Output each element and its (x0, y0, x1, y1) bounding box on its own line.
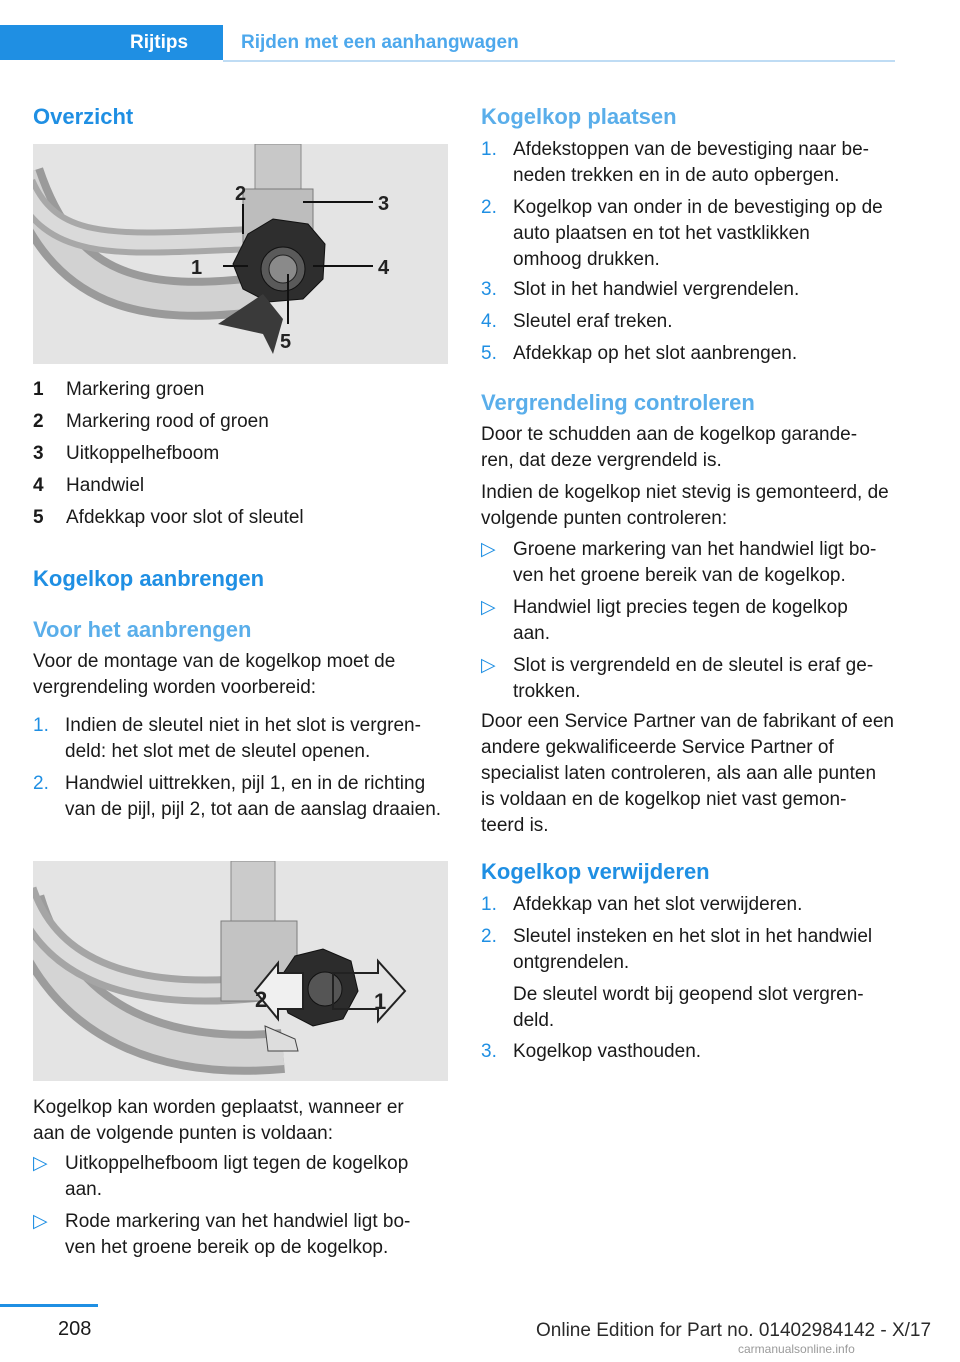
list-text: Uitkoppelhefboom ligt tegen de kogelkop aan. (65, 1153, 409, 1200)
legend-number: 5 (33, 507, 44, 528)
list-item-continuation (481, 982, 896, 1034)
list-text: Slot in het handwiel vergrendelen. (513, 279, 800, 300)
callout-2: 2 (235, 183, 247, 205)
handwheel-illustration (33, 861, 448, 1081)
list-item (481, 277, 896, 303)
list-item (481, 924, 896, 976)
legend-number: 1 (33, 379, 44, 400)
overview-figure (33, 144, 448, 364)
list-text: Afdekkap op het slot aanbrengen. (513, 343, 798, 364)
before-heading: Voor het aanbrengen (33, 617, 252, 642)
list-item (33, 713, 448, 765)
list-text: De sleutel wordt bij geopend slot vergren‐ deld. (513, 984, 864, 1031)
list-text: Slot is vergrendeld en de sleutel is eraf ge‐ trokken. (513, 655, 874, 702)
legend-number: 4 (33, 475, 44, 496)
legend-text: Afdekkap voor slot of sleutel (66, 507, 304, 528)
list-text: Kogelkop van onder in de bevestiging op de auto plaatsen en tot het vastklikken omhoog drukken. (513, 197, 883, 270)
list-item (33, 1209, 448, 1261)
overview-heading: Overzicht (33, 104, 134, 129)
list-item (481, 1039, 896, 1065)
list-item (481, 595, 896, 647)
page-header (0, 25, 895, 60)
list-text: Afdekkap van het slot verwijderen. (513, 894, 803, 915)
callout-3: 3 (378, 193, 390, 215)
list-marker: 3. (481, 1041, 497, 1062)
check-paragraph: Indien de kogelkop niet stevig is gemonteerd, de volgende punten controleren: (481, 482, 889, 529)
list-text: Sleutel eraf treken. (513, 311, 673, 332)
remove-heading: Kogelkop verwijderen (481, 859, 710, 884)
watermark: carmanualsonline.info (738, 1342, 855, 1356)
page-number: 208 (58, 1318, 92, 1340)
legend-number: 3 (33, 443, 44, 464)
section-tab: Rijtips (0, 25, 223, 60)
list-text: Handwiel uittrekken, pijl 1, en in de richting van de pijl, pijl 2, tot aan de aanslag draaien. (65, 773, 442, 820)
arrow-label-1: 1 (374, 989, 387, 1014)
bullet-triangle-icon: ▷ (481, 539, 496, 560)
list-item (481, 137, 896, 189)
list-text: Handwiel ligt precies tegen de kogelkop aan. (513, 597, 848, 644)
list-marker: 1. (481, 139, 497, 160)
list-marker: 5. (481, 343, 497, 364)
before-intro: Voor de montage van de kogelkop moet de vergrendeling worden voorbereid: (33, 651, 396, 698)
check-paragraph: Door een Service Partner van de fabrikant of een andere gekwalificeerde Service Partner of specialist laten controleren, als aan alle punten is voldaan en de kogelkop niet vast gemon‐ teerd is. (481, 711, 894, 836)
legend-number: 2 (33, 411, 44, 432)
footer-rule (0, 1304, 98, 1307)
list-marker: 1. (33, 715, 49, 736)
list-item (481, 892, 896, 918)
list-text: Sleutel insteken en het slot in het handwiel ontgrendelen. (513, 926, 873, 973)
check-paragraph: Door te schudden aan de kogelkop garande‐ ren, dat deze vergrendeld is. (481, 424, 858, 471)
callout-1: 1 (191, 257, 203, 279)
check-heading: Vergrendeling controleren (481, 390, 755, 415)
list-text: Rode markering van het handwiel ligt bo‐ ven het groene bereik op de kogelkop. (65, 1211, 411, 1258)
list-item (481, 341, 896, 367)
chapter-title: Rijden met een aanhangwagen (241, 32, 519, 53)
list-item (481, 537, 896, 589)
place-heading: Kogelkop plaatsen (481, 104, 677, 129)
list-item (33, 1151, 448, 1203)
bullet-triangle-icon: ▷ (33, 1211, 48, 1232)
legend-text: Markering groen (66, 379, 205, 400)
list-marker: 3. (481, 279, 497, 300)
list-text: Kogelkop vasthouden. (513, 1041, 702, 1062)
list-marker: 2. (481, 197, 497, 218)
list-text: Groene markering van het handwiel ligt bo‐ ven het groene bereik van de kogelkop. (513, 539, 877, 586)
list-item (481, 653, 896, 705)
legend-text: Uitkoppelhefboom (66, 443, 220, 464)
header-rule (223, 60, 895, 62)
mount-heading: Kogelkop aanbrengen (33, 566, 265, 591)
list-marker: 2. (481, 926, 497, 947)
conditions-intro: Kogelkop kan worden geplaatst, wanneer er aan de volgende punten is voldaan: (33, 1097, 404, 1144)
bullet-triangle-icon: ▷ (481, 655, 496, 676)
arrow-label-2: 2 (255, 987, 268, 1012)
list-marker: 2. (33, 773, 49, 794)
list-text: Afdekstoppen van de bevestiging naar be‐ neden trekken en in de auto opbergen. (513, 139, 869, 186)
handwheel-figure (33, 861, 448, 1081)
bullet-triangle-icon: ▷ (481, 597, 496, 618)
callout-4: 4 (378, 257, 390, 279)
legend-text: Markering rood of groen (66, 411, 269, 432)
list-item (481, 195, 896, 273)
legend-text: Handwiel (66, 475, 145, 496)
bullet-triangle-icon: ▷ (33, 1153, 48, 1174)
list-marker: 4. (481, 311, 497, 332)
list-item (33, 771, 448, 849)
list-item (481, 309, 896, 335)
callout-5: 5 (280, 331, 292, 353)
towbar-overview-illustration (33, 144, 448, 364)
edition-text: Online Edition for Part no. 01402984142 - X/17 (536, 1320, 932, 1341)
list-marker: 1. (481, 894, 497, 915)
list-text: Indien de sleutel niet in het slot is vergren‐ deld: het slot met de sleutel openen. (65, 715, 421, 762)
